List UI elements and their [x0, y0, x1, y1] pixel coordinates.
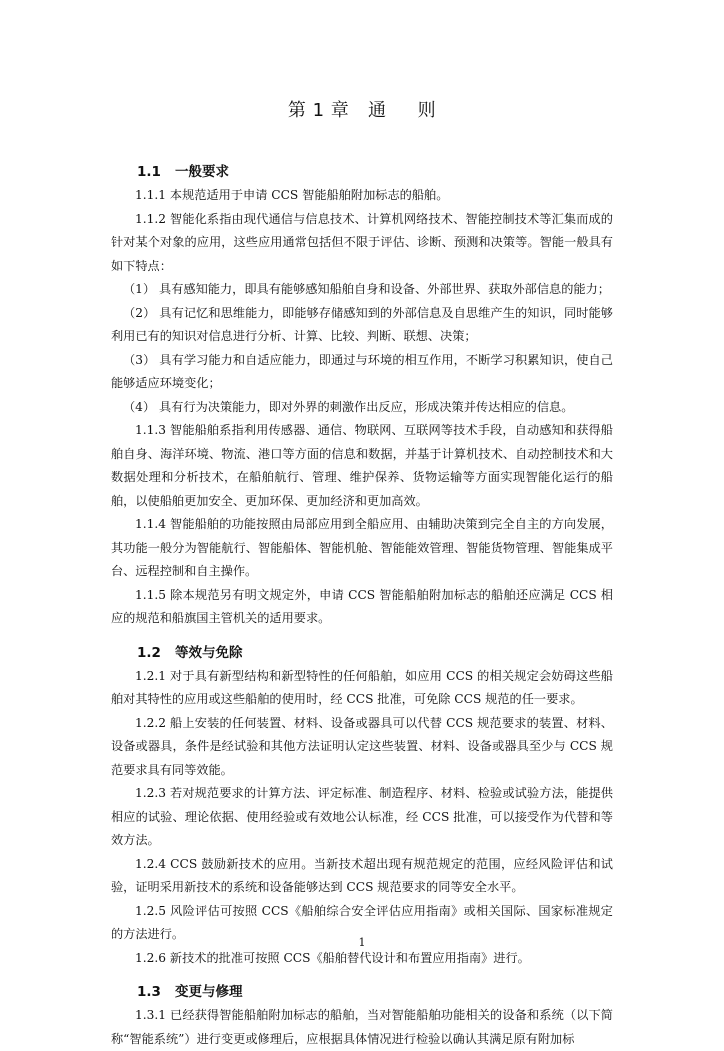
section-heading-1-2: 1.2 等效与免除 [137, 644, 243, 661]
list-item-1: （1） 具有感知能力，即具有能够感知船舶自身和设备、外部世界、获取外部信息的能力； [123, 282, 610, 296]
clause-1-2-5: 1.2.5 风险评估可按照 CCS《船舶综合安全评估应用指南》或相关国际、国家标准规定的方法进行。 [111, 903, 613, 941]
clause-1-1-5: 1.1.5 除本规范另有明文规定外，申请 CCS 智能船舶附加标志的船舶还应满足 CCS 相应的规范和船旗国主管机关的适用要求。 [111, 587, 613, 625]
document-body [111, 160, 613, 1051]
section-heading-1-3: 1.3 变更与修理 [137, 984, 243, 1000]
clause-1-2-3: 1.2.3 若对规范要求的计算方法、评定标准、制造程序、材料、检验或试验方法，能提供相应的试验、理论依据、使用经验或有效地公认标准，经 CCS 批准，可以接受作为代替和等效方法。 [111, 786, 613, 847]
clause-1-1-3: 1.1.3 智能船舶系指利用传感器、通信、物联网、互联网等技术手段，自动感知和获得船舶自身、海洋环境、物流、港口等方面的信息和数据，并基于计算机技术、自动控制技术和大数据处理和分析技术，在船舶航行、管理、维护保养、货物运输等方面实现智能化运行的船舶，以使船舶更加安全、更加环保、更加经济和更加高效。 [111, 423, 613, 508]
list-item-2: （2） 具有记忆和思维能力，即能够存储感知到的外部信息及自思维产生的知识，同时能够利用已有的知识对信息进行分析、计算、比较、判断、联想、决策； [111, 305, 613, 343]
clause-1-1-1: 1.1.1 本规范适用于申请 CCS 智能船舶附加标志的船舶。 [135, 188, 449, 202]
list-item-4: （4） 具有行为决策能力，即对外界的刺激作出反应，形成决策并传达相应的信息。 [123, 399, 574, 414]
clause-1-2-6: 1.2.6 新技术的批准可按照 CCS《船舶替代设计和布置应用指南》进行。 [135, 950, 530, 965]
list-item-3: （3） 具有学习能力和自适应能力，即通过与环境的相互作用，不断学习积累知识，使自己能够适应环境变化； [111, 352, 613, 390]
chapter-title: 第 1 章 通 则 [287, 100, 437, 121]
page-number: 1 [358, 936, 366, 949]
clause-1-1-2: 1.1.2 智能化系指由现代通信与信息技术、计算机网络技术、智能控制技术等汇集而成的针对某个对象的应用，这些应用通常包括但不限于评估、诊断、预测和决策等。智能一般具有如下特点： [111, 211, 613, 273]
clause-1-1-4: 1.1.4 智能船舶的功能按照由局部应用到全船应用、由辅助决策到完全自主的方向发展，其功能一般分为智能航行、智能船体、智能机舱、智能能效管理、智能货物管理、智能集成平台、远程控制和自主操作。 [111, 517, 613, 578]
clause-1-2-4: 1.2.4 CCS 鼓励新技术的应用。当新技术超出现有规范规定的范围，应经风险评估和试验，证明采用新技术的系统和设备能够达到 CCS 规范要求的同等安全水平。 [111, 856, 613, 894]
clause-1-2-2: 1.2.2 船上安装的任何装置、材料、设备或器具可以代替 CCS 规范要求的装置、材料、设备或器具，条件是经试验和其他方法证明认定这些装置、材料、设备或器具至少与 CCS 规范要求具有同等效能。 [111, 715, 613, 777]
clause-1-2-1: 1.2.1 对于具有新型结构和新型特性的任何船舶，如应用 CCS 的相关规定会妨碍这些船舶对其特性的应用或这些船舶的使用时，经 CCS 批准，可免除 CCS 规范的任一要求。 [111, 668, 613, 706]
section-heading-1-1: 1.1 一般要求 [137, 164, 230, 180]
clause-1-3-1: 1.3.1 已经获得智能船舶附加标志的船舶，当对智能船舶功能相关的设备和系统（以下简称“智能系统”）进行变更或修理后，应根据具体情况进行检验以确认其满足原有附加标 [111, 1008, 613, 1046]
